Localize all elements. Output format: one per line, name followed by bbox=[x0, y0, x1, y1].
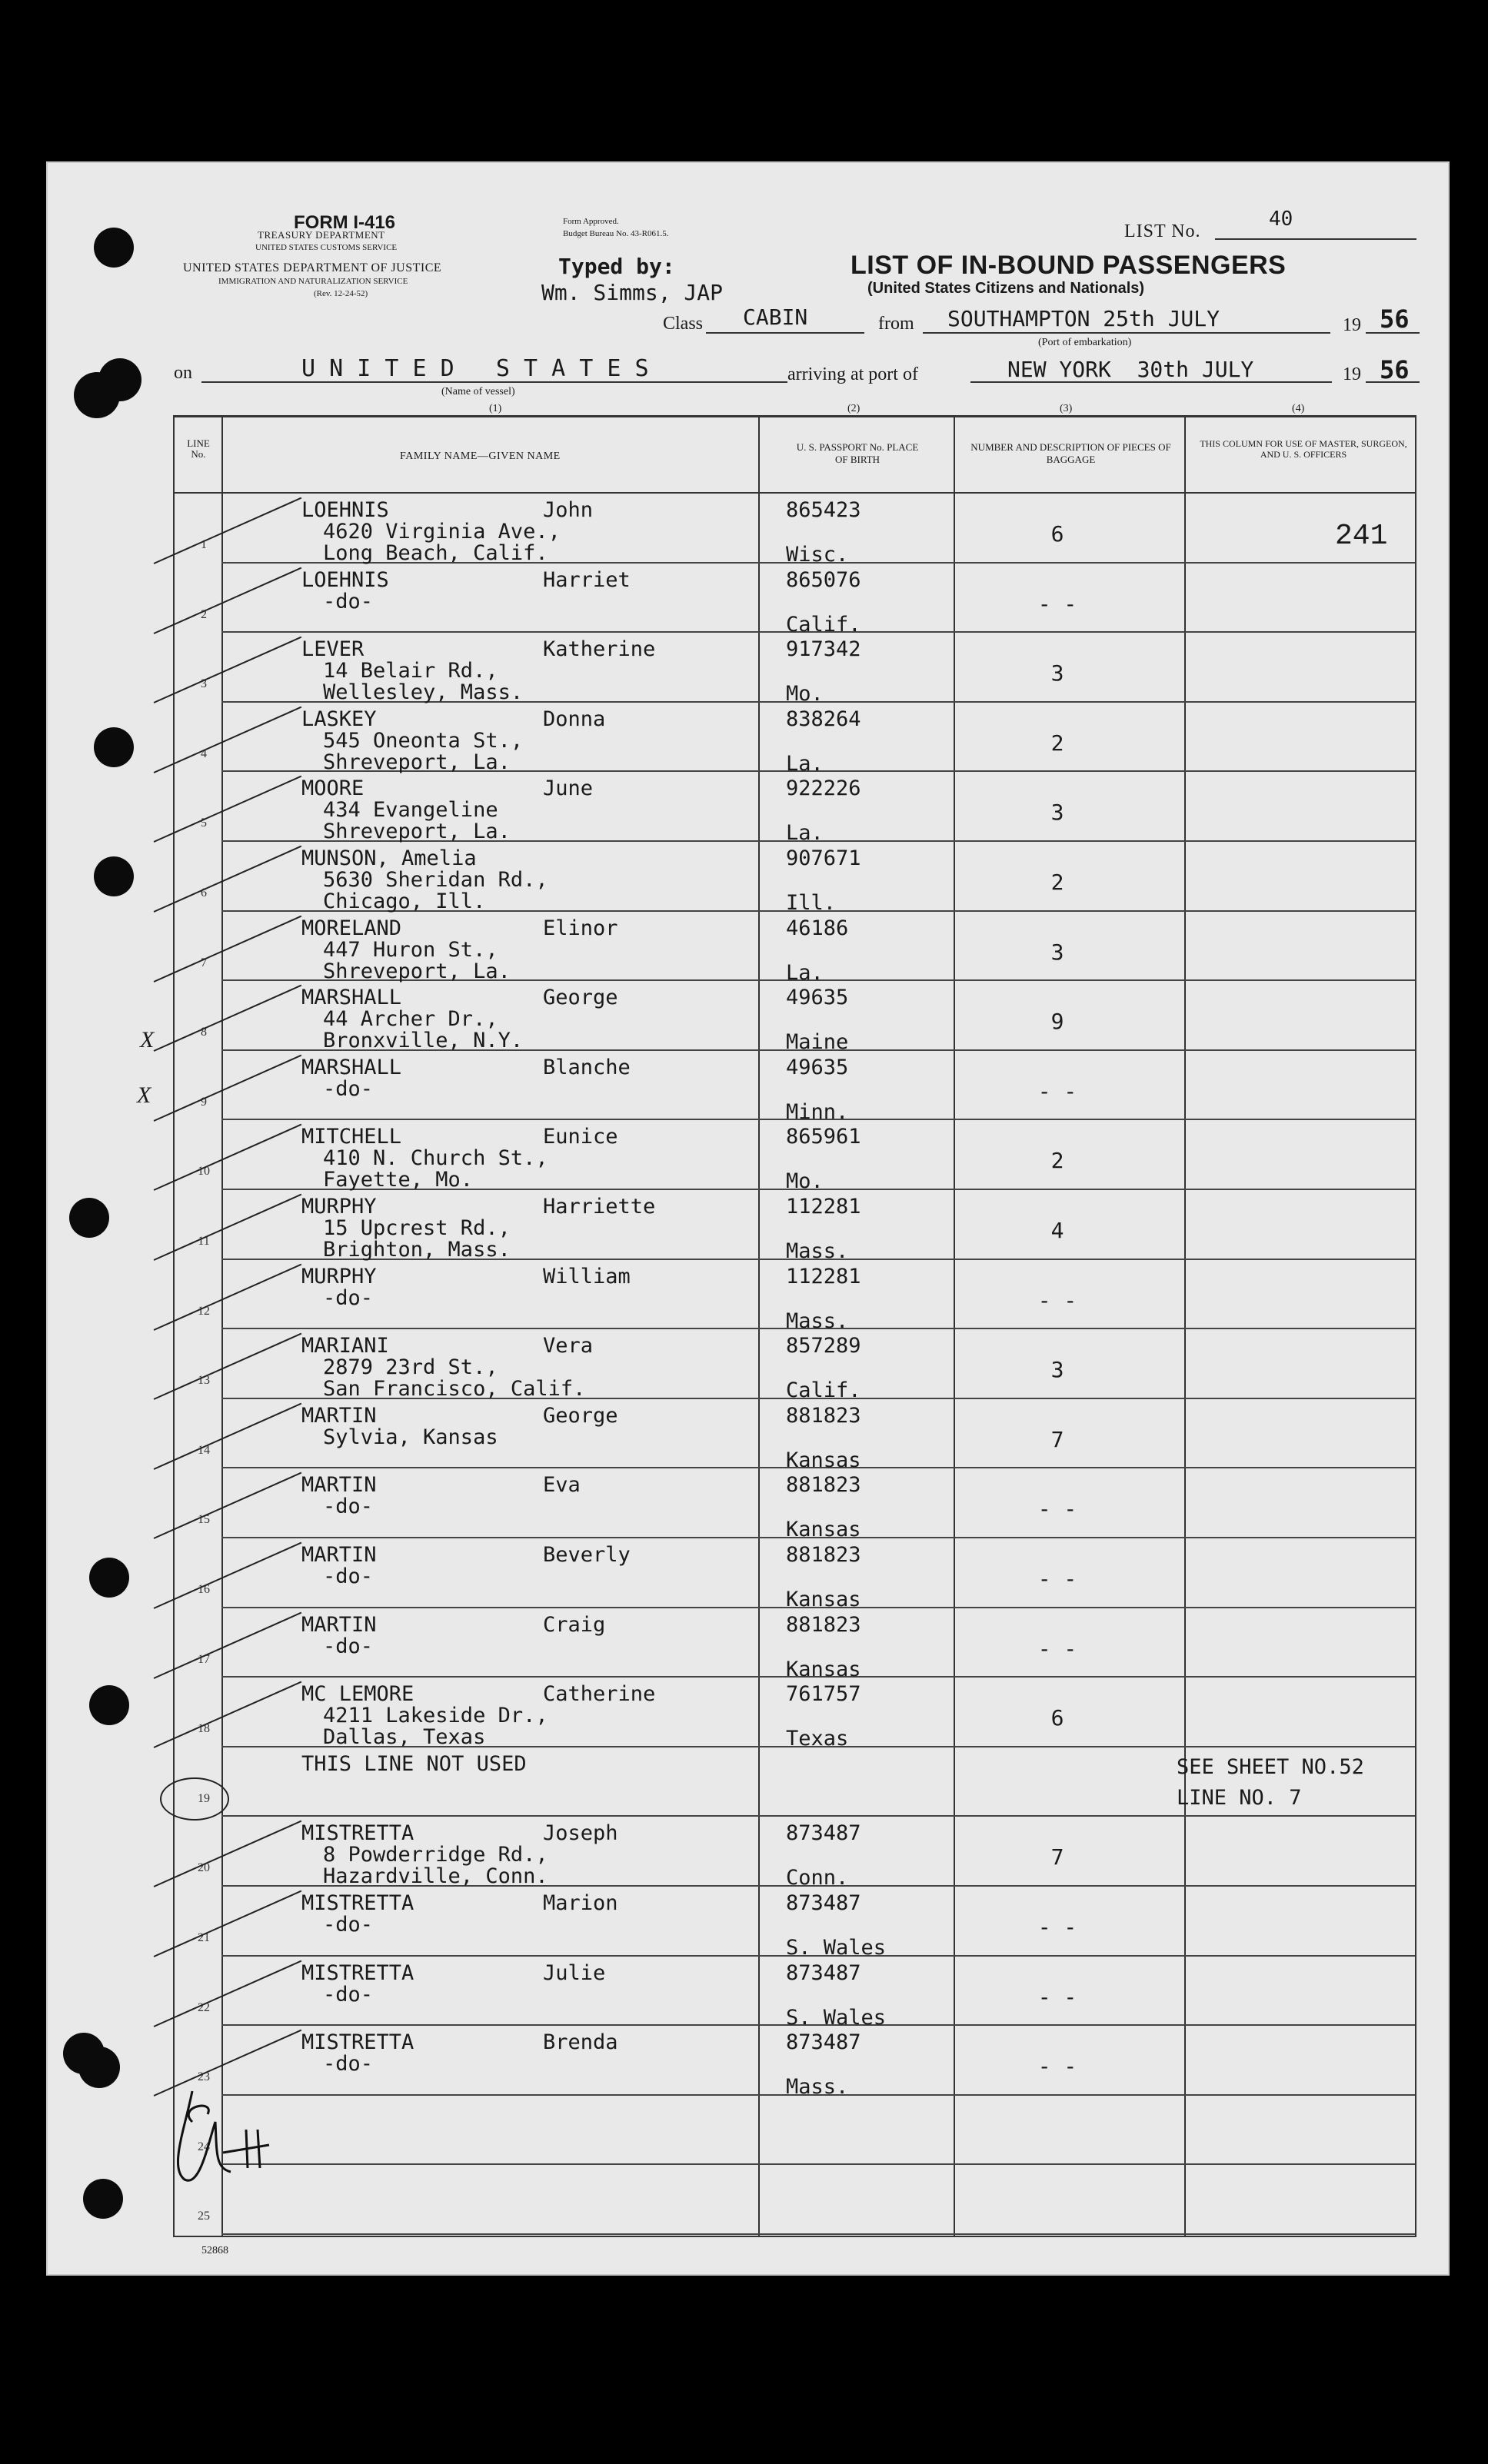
family-name: MISTRETTA bbox=[301, 1821, 414, 1846]
address-line-1: -do- bbox=[323, 1495, 374, 1519]
family-name: THIS LINE NOT USED bbox=[301, 1751, 527, 1776]
address-line-1: 44 Archer Dr., bbox=[323, 1007, 498, 1032]
passport-number: 917342 bbox=[786, 637, 861, 662]
given-name: Beverly bbox=[543, 1543, 631, 1567]
arrive-year: 56 bbox=[1380, 355, 1410, 384]
address-line-2: Shreveport, La. bbox=[323, 959, 511, 983]
punch-hole bbox=[69, 1198, 109, 1238]
family-name: MARTIN bbox=[301, 1473, 377, 1498]
ins-service: IMMIGRATION AND NATURALIZATION SERVICE bbox=[218, 277, 408, 286]
address-line-1: 4211 Lakeside Dr., bbox=[323, 1704, 548, 1728]
place-of-birth: Conn. bbox=[786, 1866, 849, 1890]
from-year-prefix: 19 bbox=[1343, 315, 1361, 335]
address-line-2: Fayette, Mo. bbox=[323, 1168, 474, 1192]
place-of-birth: La. bbox=[786, 960, 824, 985]
passport-number: 881823 bbox=[786, 1543, 861, 1567]
address-line-1: -do- bbox=[323, 2052, 374, 2077]
given-name: Katherine bbox=[543, 637, 656, 662]
baggage-count: 4 bbox=[1050, 1218, 1064, 1243]
given-name: William bbox=[543, 1264, 631, 1289]
address-line-1: 15 Upcrest Rd., bbox=[323, 1216, 511, 1240]
vessel-name: U N I T E D S T A T E S bbox=[301, 355, 649, 382]
place-of-birth: Mass. bbox=[786, 1308, 849, 1333]
passport-number: 907671 bbox=[786, 846, 861, 870]
line-number: 17 bbox=[198, 1652, 210, 1666]
list-subtitle: (United States Citizens and Nationals) bbox=[867, 280, 1145, 297]
col-header-passport: U. S. PASSPORT No. PLACE OF BIRTH bbox=[796, 441, 919, 465]
line-number: 3 bbox=[201, 677, 207, 691]
line-number: 4 bbox=[201, 747, 207, 760]
arriving-label: arriving at port of bbox=[787, 364, 918, 384]
punch-hole bbox=[89, 1558, 129, 1598]
arrive-year-prefix: 19 bbox=[1343, 364, 1361, 384]
place-of-birth: S. Wales bbox=[786, 1936, 887, 1960]
place-of-birth: La. bbox=[786, 821, 824, 846]
address-line-1: 4620 Virginia Ave., bbox=[323, 520, 561, 544]
family-name: MISTRETTA bbox=[301, 1891, 414, 1915]
col-num-1: (1) bbox=[489, 403, 502, 414]
given-name: John bbox=[543, 498, 594, 522]
family-name: MARTIN bbox=[301, 1612, 377, 1637]
place-of-birth: Calif. bbox=[786, 612, 861, 637]
family-name: MURPHY bbox=[301, 1264, 377, 1289]
address-line-1: 14 Belair Rd., bbox=[323, 659, 498, 683]
list-no-label: LIST No. bbox=[1124, 221, 1201, 241]
passport-number: 865423 bbox=[786, 498, 861, 522]
passport-number: 881823 bbox=[786, 1612, 861, 1637]
address-line-2: Chicago, Ill. bbox=[323, 890, 486, 913]
passport-number: 112281 bbox=[786, 1195, 861, 1219]
typed-by-label: Typed by: bbox=[558, 254, 675, 279]
family-name: MARSHALL bbox=[301, 1055, 402, 1079]
given-name: Catherine bbox=[543, 1682, 656, 1707]
place-of-birth: Maine bbox=[786, 1030, 849, 1055]
place-of-birth: Wisc. bbox=[786, 543, 849, 567]
col-num-2: (2) bbox=[847, 403, 861, 414]
passport-number: 838264 bbox=[786, 707, 861, 731]
passport-number: 761757 bbox=[786, 1682, 861, 1707]
line-number: 25 bbox=[198, 2210, 210, 2223]
row-divider bbox=[221, 1815, 1415, 1817]
form-approved: Form Approved. bbox=[563, 217, 619, 226]
baggage-count: 2 bbox=[1050, 730, 1064, 756]
typed-by-value: Wm. Simms, JAP bbox=[541, 280, 724, 305]
place-of-birth: Kansas bbox=[786, 1518, 861, 1542]
passport-number: 873487 bbox=[786, 1960, 861, 1985]
address-line-1: 2879 23rd St., bbox=[323, 1355, 498, 1380]
line-number: 24 bbox=[198, 2140, 210, 2153]
col-header-line-no: LINE No. bbox=[187, 437, 210, 460]
family-name: MITCHELL bbox=[301, 1125, 402, 1149]
given-name: Harriette bbox=[543, 1195, 656, 1219]
family-name: LEVER bbox=[301, 637, 365, 662]
place-of-birth: Mo. bbox=[786, 682, 824, 707]
place-of-birth: Kansas bbox=[786, 1657, 861, 1681]
baggage-count: - - bbox=[1037, 1566, 1077, 1591]
address-line-1: 5630 Sheridan Rd., bbox=[323, 868, 548, 892]
address-line-2: Shreveport, La. bbox=[323, 820, 511, 844]
line-number: 12 bbox=[198, 1304, 210, 1318]
line-number: 7 bbox=[201, 956, 207, 969]
budget-bureau: Budget Bureau No. 43-R061.5. bbox=[563, 229, 669, 238]
family-name: MARTIN bbox=[301, 1403, 377, 1428]
baggage-count: - - bbox=[1037, 1914, 1077, 1940]
baggage-count: 3 bbox=[1050, 660, 1064, 687]
address-line-1: -do- bbox=[323, 1076, 374, 1101]
line-number: 19 bbox=[198, 1791, 210, 1805]
address-line-2: Bronxville, N.Y. bbox=[323, 1029, 524, 1053]
from-label: from bbox=[878, 314, 914, 334]
line-number: 22 bbox=[198, 2000, 210, 2014]
address-line-1: -do- bbox=[323, 1982, 374, 2007]
family-name: MARTIN bbox=[301, 1543, 377, 1567]
passport-number: 857289 bbox=[786, 1334, 861, 1358]
address-line-1: Sylvia, Kansas bbox=[323, 1425, 498, 1449]
address-line-1: -do- bbox=[323, 1565, 374, 1588]
passport-number: 873487 bbox=[786, 2030, 861, 2055]
line-number: 14 bbox=[198, 1443, 210, 1457]
given-name: Joseph bbox=[543, 1821, 618, 1846]
family-name: MURPHY bbox=[301, 1195, 377, 1219]
row-divider bbox=[221, 2233, 1415, 2235]
passport-number: 49635 bbox=[786, 1055, 849, 1079]
baggage-count: - - bbox=[1037, 2053, 1077, 2080]
passport-number: 865076 bbox=[786, 567, 861, 592]
address-line-2: Brighton, Mass. bbox=[323, 1238, 511, 1262]
baggage-count: 6 bbox=[1050, 521, 1064, 547]
x-mark: X bbox=[140, 1027, 155, 1052]
list-no-value: 40 bbox=[1269, 208, 1293, 231]
baggage-count: - - bbox=[1037, 1078, 1077, 1104]
baggage-count: 2 bbox=[1050, 1148, 1064, 1174]
line-number: 1 bbox=[201, 538, 207, 551]
baggage-count: 3 bbox=[1050, 800, 1064, 826]
baggage-count: 7 bbox=[1050, 1844, 1064, 1870]
line-number: 9 bbox=[201, 1095, 207, 1109]
col-header-name: FAMILY NAME—GIVEN NAME bbox=[400, 451, 561, 462]
address-line-1: 434 Evangeline bbox=[323, 798, 498, 823]
punch-hole bbox=[94, 727, 134, 767]
passport-number: 922226 bbox=[786, 776, 861, 801]
family-name: MORELAND bbox=[301, 916, 402, 940]
given-name: Blanche bbox=[543, 1055, 631, 1079]
justice-department: UNITED STATES DEPARTMENT OF JUSTICE bbox=[183, 261, 442, 274]
line-number: 11 bbox=[198, 1235, 210, 1248]
address-line-1: 545 Oneonta St., bbox=[323, 728, 524, 753]
place-of-birth: Calif. bbox=[786, 1378, 861, 1403]
baggage-count: - - bbox=[1037, 1287, 1077, 1313]
from-value: SOUTHAMPTON 25th JULY bbox=[947, 306, 1220, 331]
address-line-1: 8 Powderridge Rd., bbox=[323, 1843, 548, 1867]
given-name: June bbox=[543, 776, 594, 801]
place-of-birth: Minn. bbox=[786, 1099, 849, 1124]
place-of-birth: Kansas bbox=[786, 1588, 861, 1611]
officer-note: SEE SHEET NO.52 LINE NO. 7 bbox=[1177, 1754, 1364, 1810]
punch-hole bbox=[94, 856, 134, 896]
vessel-caption: (Name of vessel) bbox=[441, 386, 515, 397]
place-of-birth: Mass. bbox=[786, 2075, 849, 2100]
place-of-birth: Kansas bbox=[786, 1448, 861, 1472]
place-of-birth: Mo. bbox=[786, 1169, 824, 1194]
address-line-2: San Francisco, Calif. bbox=[323, 1377, 586, 1402]
passport-number: 873487 bbox=[786, 1891, 861, 1915]
baggage-count: - - bbox=[1037, 1635, 1077, 1661]
family-name: MOORE bbox=[301, 776, 365, 801]
baggage-count: 3 bbox=[1050, 1357, 1064, 1383]
list-title: LIST OF IN-BOUND PASSENGERS bbox=[851, 251, 1287, 280]
baggage-count: - - bbox=[1037, 1496, 1077, 1522]
form-number: FORM I-416 bbox=[294, 212, 396, 233]
document-page bbox=[46, 161, 1450, 2276]
passport-number: 112281 bbox=[786, 1264, 861, 1289]
baggage-count: 3 bbox=[1050, 939, 1064, 965]
line-number: 16 bbox=[198, 1583, 210, 1596]
given-name: Craig bbox=[543, 1612, 606, 1637]
address-line-1: -do- bbox=[323, 589, 374, 614]
passport-number: 873487 bbox=[786, 1821, 861, 1846]
baggage-count: 2 bbox=[1050, 870, 1064, 895]
treasury-department: TREASURY DEPARTMENT bbox=[258, 229, 385, 241]
baggage-count: 9 bbox=[1050, 1009, 1064, 1035]
given-name: Julie bbox=[543, 1960, 606, 1985]
baggage-count: - - bbox=[1037, 1984, 1077, 2010]
line-number: 8 bbox=[201, 1026, 207, 1039]
line-number: 20 bbox=[198, 1861, 210, 1875]
passport-number: 881823 bbox=[786, 1403, 861, 1428]
address-line-1: -do- bbox=[323, 1913, 374, 1937]
family-name: MARIANI bbox=[301, 1334, 389, 1358]
baggage-count: 7 bbox=[1050, 1426, 1064, 1452]
class-value: CABIN bbox=[743, 304, 808, 330]
line-number: 10 bbox=[198, 1165, 210, 1179]
address-line-1: -do- bbox=[323, 1285, 374, 1310]
given-name: Harriet bbox=[543, 567, 631, 592]
line-number: 2 bbox=[201, 607, 207, 621]
line-number: 15 bbox=[198, 1513, 210, 1527]
col-num-4: (4) bbox=[1292, 403, 1305, 414]
family-name: MC LEMORE bbox=[301, 1682, 414, 1707]
place-of-birth: Mass. bbox=[786, 1239, 849, 1263]
family-name: LOEHNIS bbox=[301, 567, 389, 592]
given-name: Vera bbox=[543, 1334, 594, 1358]
x-mark: X bbox=[137, 1082, 151, 1108]
line-number: 18 bbox=[198, 1722, 210, 1736]
baggage-count: 6 bbox=[1050, 1705, 1064, 1731]
address-line-2: Wellesley, Mass. bbox=[323, 680, 524, 705]
customs-service: UNITED STATES CUSTOMS SERVICE bbox=[255, 243, 398, 252]
given-name: Marion bbox=[543, 1891, 618, 1915]
revision-date: (Rev. 12-24-52) bbox=[314, 289, 368, 298]
family-name: MISTRETTA bbox=[301, 1960, 414, 1985]
line-number: 13 bbox=[198, 1374, 210, 1388]
class-label: Class bbox=[663, 314, 704, 334]
family-name: MARSHALL bbox=[301, 986, 402, 1010]
address-line-2: Long Beach, Calif. bbox=[323, 541, 548, 565]
place-of-birth: S. Wales bbox=[786, 2005, 887, 2030]
given-name: Donna bbox=[543, 707, 606, 731]
from-year: 56 bbox=[1380, 304, 1410, 334]
passport-number: 865961 bbox=[786, 1125, 861, 1149]
punch-hole bbox=[94, 228, 134, 268]
signature bbox=[161, 2083, 292, 2199]
given-name: Brenda bbox=[543, 2030, 618, 2055]
family-name: MISTRETTA bbox=[301, 2030, 414, 2055]
passport-number: 49635 bbox=[786, 986, 849, 1010]
family-name: LOEHNIS bbox=[301, 498, 389, 522]
port-embark-caption: (Port of embarkation) bbox=[1038, 337, 1132, 348]
place-of-birth: La. bbox=[786, 751, 824, 776]
address-line-1: 410 N. Church St., bbox=[323, 1146, 548, 1171]
address-line-2: Shreveport, La. bbox=[323, 750, 511, 774]
place-of-birth: Ill. bbox=[786, 891, 837, 915]
family-name: LASKEY bbox=[301, 707, 377, 731]
passport-number: 881823 bbox=[786, 1473, 861, 1498]
given-name: Elinor bbox=[543, 916, 618, 940]
family-name: MUNSON, Amelia bbox=[301, 846, 477, 870]
passport-number: 46186 bbox=[786, 916, 849, 940]
address-line-2: Dallas, Texas bbox=[323, 1725, 486, 1750]
circled-line-number bbox=[160, 1777, 229, 1821]
punch-hole bbox=[89, 1685, 129, 1725]
line-number: 23 bbox=[198, 2070, 210, 2084]
line-number: 21 bbox=[198, 1931, 210, 1944]
officer-note: 241 bbox=[1335, 520, 1388, 553]
on-label: on bbox=[174, 363, 192, 383]
address-line-1: -do- bbox=[323, 1634, 374, 1658]
address-line-2: Hazardville, Conn. bbox=[323, 1864, 548, 1889]
given-name: George bbox=[543, 1403, 618, 1428]
print-code: 52868 bbox=[201, 2245, 228, 2256]
baggage-count: - - bbox=[1037, 590, 1077, 617]
line-number: 6 bbox=[201, 886, 207, 899]
line-number: 5 bbox=[201, 816, 207, 830]
col-header-officers: THIS COLUMN FOR USE OF MASTER, SURGEON, AND U. S. OFFICERS bbox=[1200, 438, 1407, 460]
given-name: Eva bbox=[543, 1473, 581, 1498]
place-of-birth: Texas bbox=[786, 1727, 849, 1751]
punch-hole bbox=[78, 2047, 120, 2088]
given-name: George bbox=[543, 986, 618, 1010]
row-divider bbox=[221, 2163, 1415, 2165]
col-num-3: (3) bbox=[1060, 403, 1073, 414]
col-header-baggage: NUMBER AND DESCRIPTION OF PIECES OF BAGGAGE bbox=[970, 441, 1171, 465]
punch-hole bbox=[83, 2179, 123, 2219]
given-name: Eunice bbox=[543, 1125, 618, 1149]
arriving-value: NEW YORK 30th JULY bbox=[1007, 357, 1254, 382]
punch-hole bbox=[74, 372, 120, 418]
address-line-1: 447 Huron St., bbox=[323, 937, 498, 962]
